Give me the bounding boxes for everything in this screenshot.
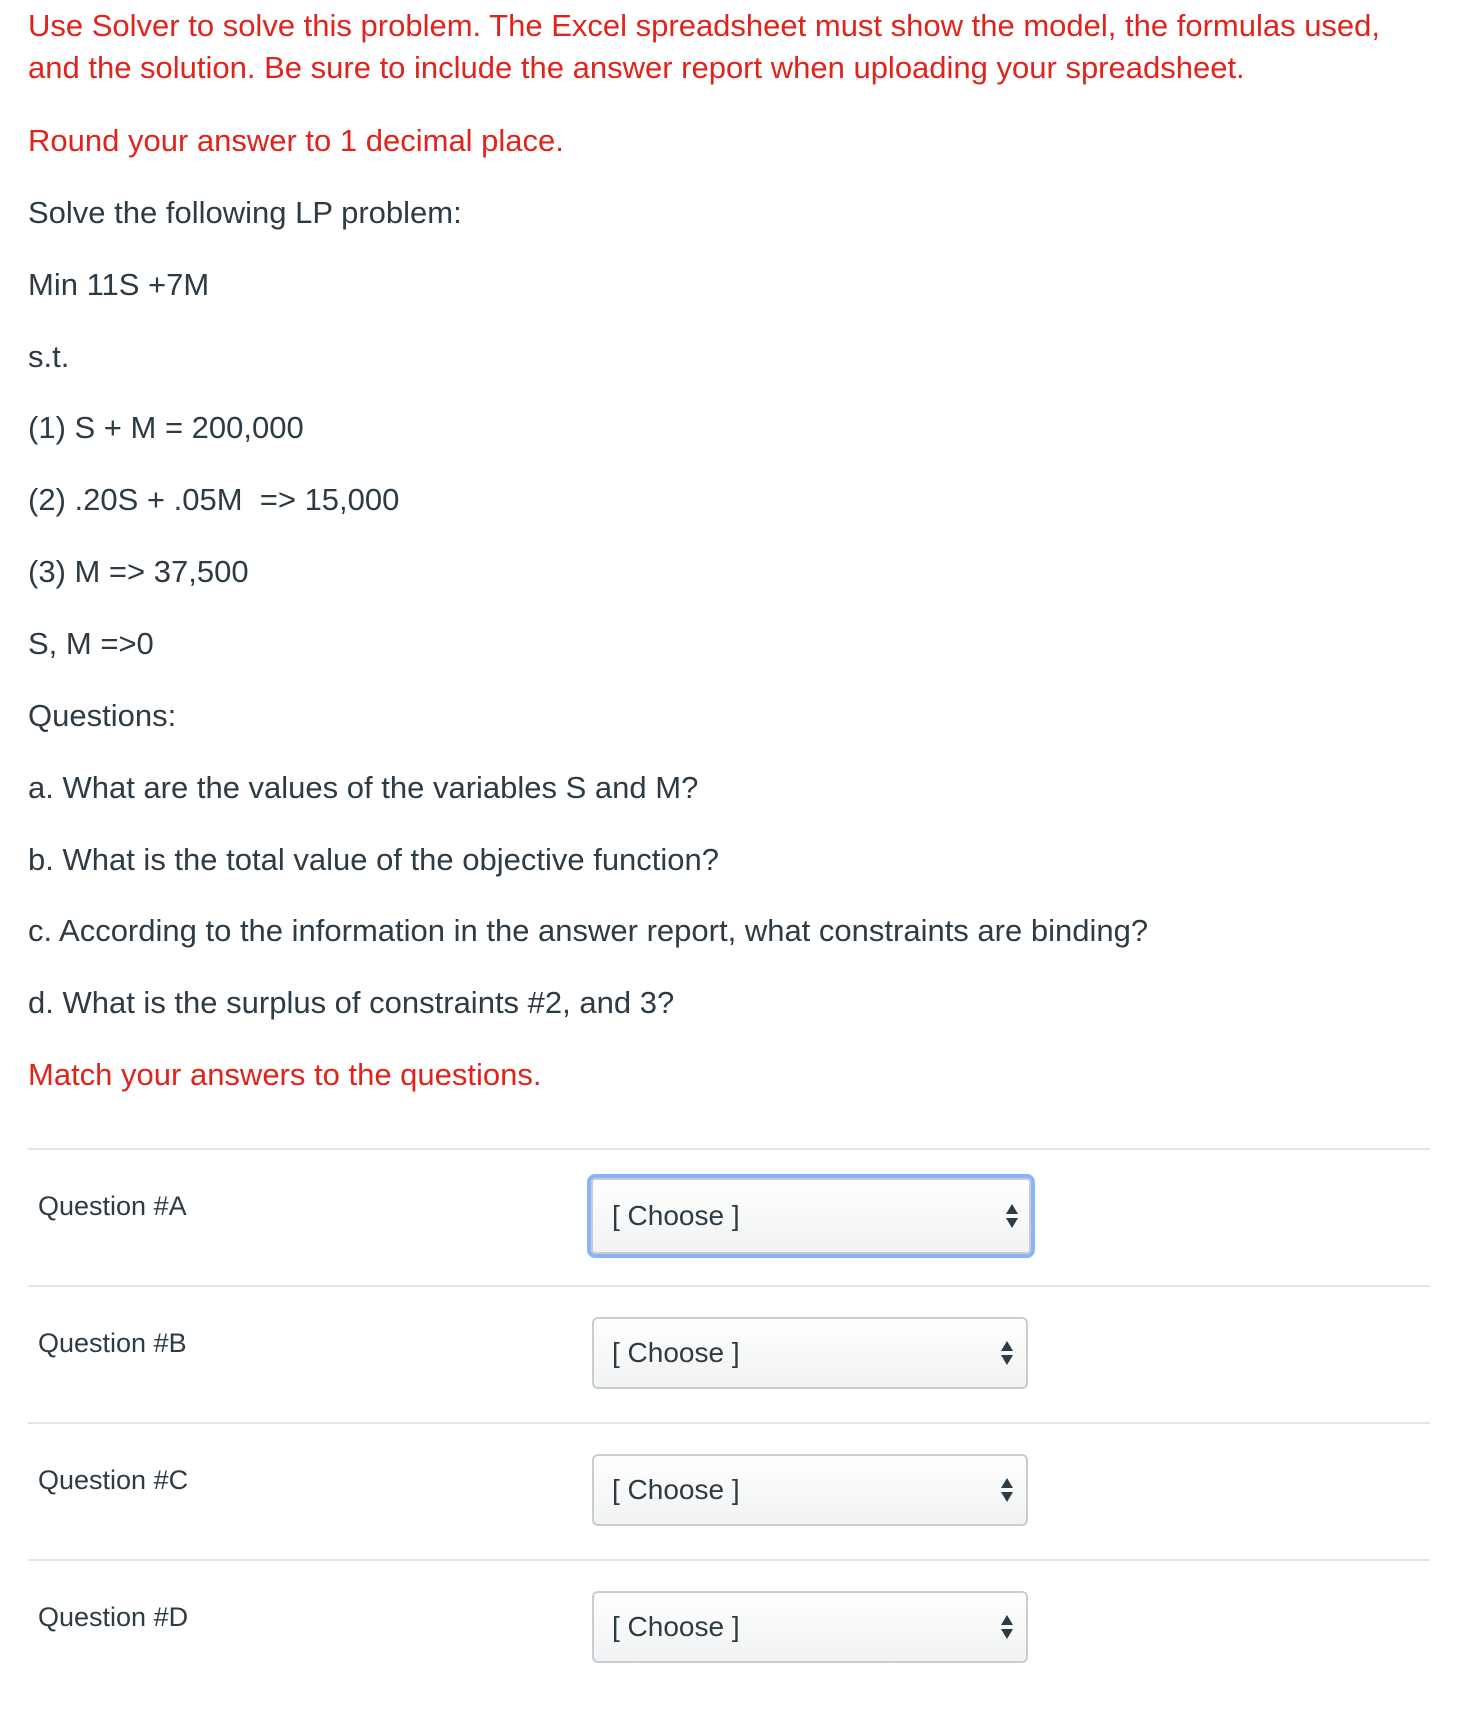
question-b-label: Question #B: [38, 1328, 187, 1358]
match-row-c: [28, 1422, 1430, 1559]
questions-heading: Questions:: [28, 698, 177, 733]
match-row-b: [28, 1285, 1430, 1422]
question-d-text: d. What is the surplus of constraints #2, and 3?: [28, 985, 675, 1020]
round-note: Round your answer to 1 decimal place.: [28, 123, 564, 158]
question-a-label: Question #A: [38, 1191, 187, 1221]
question-a-text: a. What are the values of the variables S and M?: [28, 770, 699, 805]
instruction-line-2: and the solution. Be sure to include the answer report when uploading your spreadsheet.: [28, 50, 1245, 85]
question-c-label: Question #C: [38, 1465, 189, 1495]
up-down-arrows-icon: [1000, 1339, 1014, 1367]
answer-select-c-value: [ Choose ]: [612, 1474, 740, 1505]
constraint-3: (3) M => 37,500: [28, 554, 249, 589]
up-down-arrows-icon: [1000, 1613, 1014, 1641]
instruction-line-1: Use Solver to solve this problem. The Excel spreadsheet must show the model, the formulas used,: [28, 8, 1381, 43]
answer-select-b[interactable]: [592, 1317, 1028, 1389]
match-row-d: [28, 1559, 1430, 1696]
question-b-text: b. What is the total value of the objective function?: [28, 842, 720, 877]
answer-select-a[interactable]: [587, 1174, 1035, 1258]
objective-function: Min 11S +7M: [28, 267, 210, 302]
up-down-arrows-icon: [1000, 1476, 1014, 1504]
subject-to-label: s.t.: [28, 339, 70, 374]
constraint-1: (1) S + M = 200,000: [28, 410, 304, 445]
answer-select-c[interactable]: [592, 1454, 1028, 1526]
question-d-label: Question #D: [38, 1602, 189, 1632]
constraint-2: (2) .20S + .05M => 15,000: [28, 482, 400, 517]
match-row-a: [28, 1148, 1430, 1285]
problem-heading: Solve the following LP problem:: [28, 195, 462, 230]
answer-select-d[interactable]: [592, 1591, 1028, 1663]
answer-select-a-value: [ Choose ]: [612, 1200, 740, 1231]
up-down-arrows-icon: [1005, 1202, 1019, 1230]
matching-table: [28, 1148, 1430, 1696]
match-note: Match your answers to the questions.: [28, 1057, 542, 1092]
answer-select-d-value: [ Choose ]: [612, 1611, 740, 1642]
answer-select-b-value: [ Choose ]: [612, 1337, 740, 1368]
question-c-text: c. According to the information in the answer report, what constraints are binding?: [28, 913, 1149, 948]
non-negativity: S, M =>0: [28, 626, 154, 661]
